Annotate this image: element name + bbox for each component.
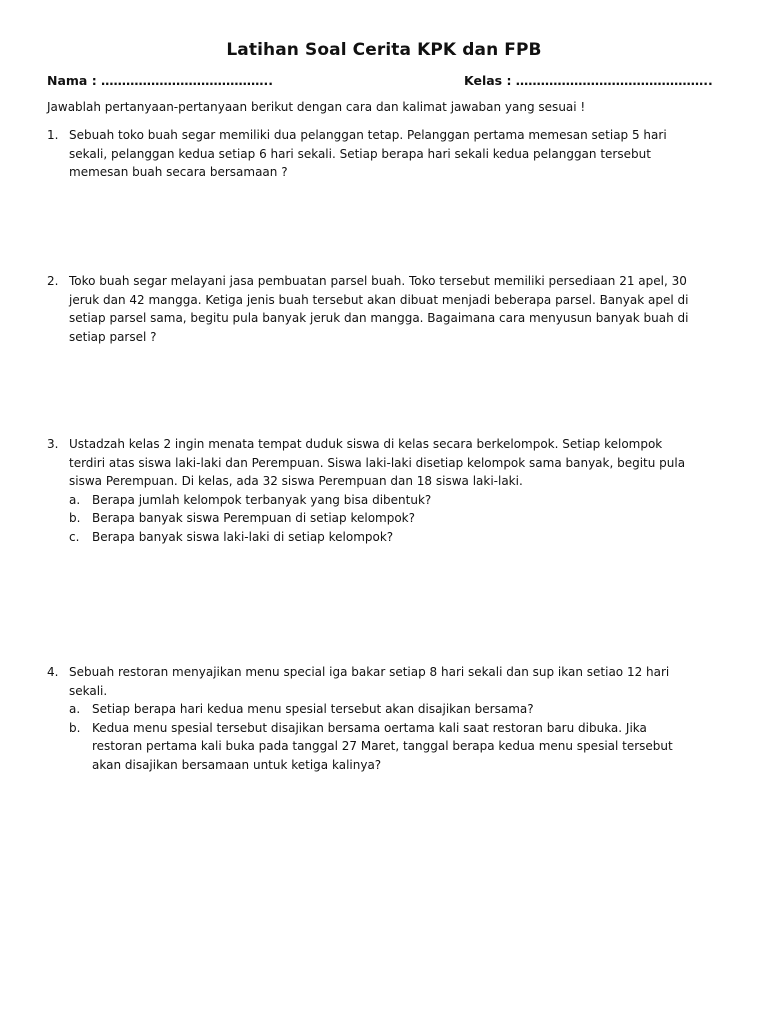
question-text-line: Ustadzah kelas 2 ingin menata tempat duduk siswa di kelas secara berkelompok. Setiap kelompok <box>69 437 663 451</box>
class-field: Kelas : ……………………………………….. <box>464 73 713 88</box>
sub-question-letter: b. <box>69 511 81 525</box>
sub-question <box>69 509 727 528</box>
sub-question-text: Setiap berapa hari kedua menu spesial tersebut akan disajikan bersama? <box>92 702 534 716</box>
question-text-line: jeruk dan 42 mangga. Ketiga jenis buah tersebut akan dibuat menjadi beberapa parsel. Banyak apel di <box>69 292 689 307</box>
question-text-line: memesan buah secara bersamaan ? <box>69 165 288 179</box>
sub-question <box>69 491 727 510</box>
instruction-text: Jawablah pertanyaan-pertanyaan berikut dengan cara dan kalimat jawaban yang sesuai ! <box>47 100 586 114</box>
question-number: 3. <box>47 437 59 451</box>
sub-question <box>69 719 727 775</box>
sub-question-text: Berapa jumlah kelompok terbanyak yang bisa dibentuk? <box>92 492 432 507</box>
question-text-line: Toko buah segar melayani jasa pembuatan parsel buah. Toko tersebut memiliki persediaan 21 apel, 30 <box>69 274 687 288</box>
question-4 <box>47 663 727 774</box>
sub-question-letter: c. <box>69 529 80 544</box>
question-2 <box>47 272 727 346</box>
page-title: Latihan Soal Cerita KPK dan FPB <box>226 40 542 60</box>
question-text-line: setiap parsel ? <box>69 329 157 344</box>
sub-question-letter: b. <box>69 720 81 735</box>
question-number: 1. <box>47 128 59 142</box>
sub-question-letter: a. <box>69 492 81 507</box>
question-number: 4. <box>47 665 59 679</box>
sub-question <box>69 528 727 547</box>
question-3 <box>47 435 727 546</box>
sub-question-list <box>69 491 727 547</box>
question-text-line: sekali. <box>69 683 108 698</box>
question-1 <box>47 126 727 182</box>
sub-question-list <box>69 700 727 774</box>
question-text-line: setiap parsel sama, begitu pula banyak jeruk dan mangga. Bagaimana cara menyusun banyak buah di <box>69 311 689 325</box>
sub-question <box>69 700 727 719</box>
question-text-line: sekali, pelanggan kedua setiap 6 hari sekali. Setiap berapa hari sekali kedua pelanggan tersebut <box>69 146 651 161</box>
question-text-line: terdiri atas siswa laki-laki dan Perempuan. Siswa laki-laki disetiap kelompok sama banyak, begitu pula <box>69 455 686 470</box>
question-text-line: Sebuah toko buah segar memiliki dua pelanggan tetap. Pelanggan pertama memesan setiap 5 hari <box>69 128 667 142</box>
name-field: Nama : ………………………………….. <box>47 73 274 88</box>
question-number: 2. <box>47 274 59 288</box>
question-text-line: Sebuah restoran menyajikan menu special iga bakar setiap 8 hari sekali dan sup ikan setiao 12 hari <box>69 665 670 679</box>
sub-question-text: restoran pertama kali buka pada tanggal 27 Maret, tanggal berapa kedua menu spesial tersebut <box>92 739 673 753</box>
sub-question-text: Berapa banyak siswa Perempuan di setiap kelompok? <box>92 511 416 525</box>
sub-question-letter: a. <box>69 702 81 716</box>
sub-question-text: Kedua menu spesial tersebut disajikan bersama oertama kali saat restoran baru dibuka. Jika <box>92 720 647 735</box>
sub-question-text: akan disajikan bersamaan untuk ketiga kalinya? <box>92 757 382 772</box>
sub-question-text: Berapa banyak siswa laki-laki di setiap kelompok? <box>92 529 394 544</box>
question-text-line: siswa Perempuan. Di kelas, ada 32 siswa Perempuan dan 18 siswa laki-laki. <box>69 474 523 488</box>
